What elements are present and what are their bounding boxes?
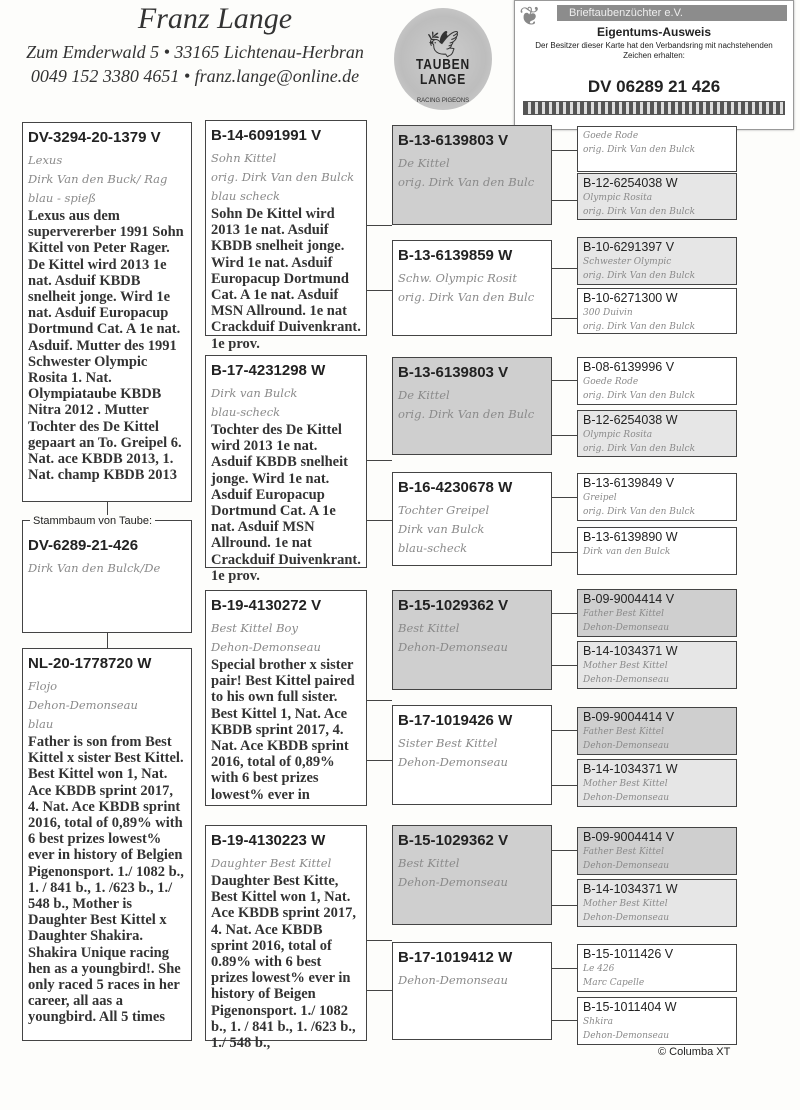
connector-line — [367, 290, 392, 291]
pigeon-info-line: blau — [28, 717, 54, 731]
pigeon-notes: Lexus aus dem supervererber 1991 Sohn Kittel von Peter Rager. De Kittel wird 2013 1e nat. Asduif KBDB snelheit jonge. Wird 1e nat. Asduif Europacup Dortmund Cat. A 1e nat. Asduif. Mutter des 1991 Schwester Olympic Rosita 1. Nat. Olympiataube KBDB Nitra 2012 . Mutter Tochter des De Kittel gepaart an To. Greipel 6. Nat. ace KBDB 2013, 1. Nat. champ KBDB 2013 — [28, 208, 184, 484]
breeder-address: Zum Emderwald 5 • 33165 Lichtenau-Herbran — [26, 42, 364, 62]
dove-logo-icon: ❦ — [519, 1, 541, 31]
ring-number: B-17-1019426 W — [398, 712, 513, 729]
pigeon-info-line: Daughter Best Kittel — [211, 856, 332, 870]
pedigree-box — [577, 759, 737, 807]
connector-line — [367, 520, 392, 521]
pigeon-info-line: Dehon-Demonseau — [583, 741, 669, 751]
pigeon-info-line: Dehon-Demonseau — [398, 640, 508, 654]
pedigree-box — [577, 997, 737, 1045]
pigeon-info-line: Dehon-Demonseau — [583, 793, 669, 803]
connector-line — [367, 940, 392, 941]
pedigree-box — [392, 357, 552, 455]
ring-number: B-14-1034371 W — [583, 644, 678, 658]
connector-line — [552, 318, 577, 319]
pigeon-info-line: orig. Dirk Van den Bulck — [211, 170, 355, 184]
pedigree-box — [577, 410, 737, 457]
pigeon-info-line: orig. Dirk Van den Bulc — [398, 175, 535, 189]
pedigree-box — [577, 589, 737, 637]
pigeon-info-line: Dehon-Demonseau — [583, 1031, 669, 1041]
pigeon-info-line: Dirk van Bulck — [398, 522, 485, 536]
connector-line — [552, 613, 577, 614]
pigeon-info-line: Mother Best Kittel — [583, 661, 668, 671]
pigeon-notes: Sohn De Kittel wird 2013 1e nat. Asduif KBDB snelheit jonge. Wird 1e nat. Asduif Europacup Dortmund Cat. A 1e nat. Asduif MSN Allround. 1e nat Crackduif Duivenkrant. 1e prov. — [211, 206, 361, 352]
ring-number: B-14-1034371 W — [583, 762, 678, 776]
ring-number: B-19-4130272 V — [211, 597, 322, 614]
subject-label: Stammbaum von Taube: — [30, 515, 155, 527]
connector-line — [552, 968, 577, 969]
ring-number: B-14-6091991 V — [211, 127, 322, 144]
ring-number: B-09-9004414 V — [583, 592, 675, 606]
connector-line — [552, 1020, 577, 1021]
pigeon-notes: Father is son from Best Kittel x sister Best Kittel. Best Kittel won 1, Nat. Ace KBDB sprint 2017, 4. Nat. Ace KBDB sprint 2016, total of 0,89% with 6 best prizes lowest% ever in history of Belgien Pigenonsport. 1./ 1082 b., 1. / 841 b., 1. /623 b., 1./ 548 b., Mother is Daughter Best Kittel x Daughter Shakira. Shakira Unique racing hen as a youngbird!. She only raced 5 races in her career, all aas a youngbird. All 5 times — [28, 734, 184, 1026]
pedigree-box — [577, 641, 737, 689]
pigeon-info-line: Shkira — [583, 1017, 613, 1027]
pedigree-box — [392, 705, 552, 805]
ring-number: B-13-6139803 V — [398, 364, 509, 381]
pigeon-notes: Daughter Best Kitte, Best Kittel won 1, Nat. Ace KBDB sprint 2017, 4. Nat. Ace KBDB sprint 2016, total of 0.89% with 6 best prizes lowest% ever in history of Beigen Pigenonsport. 1./ 1082 b., 1. / 841 b., 1. /623 b., 1./ 548 b., — [211, 873, 356, 1052]
pigeon-info-line: blau-scheck — [398, 541, 468, 555]
pedigree-box — [577, 237, 737, 285]
tauben-lange-stamp — [394, 8, 492, 110]
breeder-name: Franz Lange — [137, 2, 293, 35]
ring-number: B-15-1011426 V — [583, 947, 674, 961]
pigeon-info-line: Best Kittel — [398, 856, 460, 870]
pedigree-box — [577, 173, 737, 220]
pigeon-info-line: Tochter Greipel — [398, 503, 490, 517]
pigeon-info-line: orig. Dirk Van den Bulck — [583, 145, 696, 155]
pigeon-info-line: Olympic Rosita — [583, 193, 653, 203]
pedigree-box — [577, 473, 737, 521]
ownership-card — [514, 0, 794, 130]
pigeon-info-line: Dehon-Demonseau — [211, 640, 321, 654]
pigeon-info-line: Mother Best Kittel — [583, 899, 668, 909]
connector-line — [367, 760, 392, 761]
connector-line — [552, 150, 577, 151]
ring-number: B-12-6254038 W — [583, 176, 678, 190]
pedigree-box — [577, 527, 737, 575]
subject-pigeon-box — [22, 520, 192, 633]
pigeon-info-line: orig. Dirk Van den Bulck — [583, 391, 696, 401]
pigeon-info-line: Dehon-Demonseau — [398, 875, 508, 889]
pigeon-info-line: Mother Best Kittel — [583, 779, 668, 789]
pigeon-info-line: Goede Rode — [583, 377, 639, 387]
ring-number: NL-20-1778720 W — [28, 655, 152, 672]
card-text: Der Besitzer dieser Karte hat den Verbandsring mit nachstehenden Zeichen erhalten: — [535, 41, 773, 60]
pigeon-info-line: Flojo — [28, 679, 58, 693]
dove-icon: 🕊 — [426, 29, 460, 59]
pigeon-info-line: orig. Dirk Van den Bulc — [398, 290, 535, 304]
pigeon-notes: Tochter des De Kittel wird 2013 1e nat. Asduif KBDB snelheit jonge. Wird 1e nat. Asduif Europacup Dortmund Cat. A 1e nat. Asduif MSN Allround. 1e nat Crackduif Duivenkrant. 1e prov. — [211, 422, 361, 584]
pigeon-info-line: De Kittel — [398, 156, 450, 170]
pigeon-info-line: Best Kittel Boy — [211, 621, 298, 635]
pigeon-info-line: Lexus — [28, 153, 63, 167]
pedigree-box — [205, 590, 367, 806]
pigeon-info-line: De Kittel — [398, 388, 450, 402]
pigeon-info-line: Dirk Van den Bulck/De — [28, 561, 161, 575]
pedigree-box — [577, 879, 737, 927]
connector-line — [552, 200, 577, 201]
ring-number: B-09-9004414 V — [583, 830, 675, 844]
ring-number: DV-6289-21-426 — [28, 537, 139, 554]
stamp-ring-text: RACING PIGEONS — [416, 98, 470, 104]
connector-line — [367, 700, 392, 701]
pedigree-box — [205, 825, 367, 1052]
card-pattern — [523, 101, 785, 115]
pigeon-info-line: Goede Rode — [583, 131, 639, 141]
ring-number: B-17-1019412 W — [398, 949, 513, 966]
pigeon-info-line: Marc Capelle — [583, 978, 645, 988]
pedigree-box — [577, 827, 737, 875]
pigeon-info-line: orig. Dirk Van den Bulck — [583, 207, 696, 217]
pedigree-box — [392, 472, 552, 566]
ring-number: B-16-4230678 W — [398, 479, 513, 496]
pigeon-info-line: Dehon-Demonseau — [398, 973, 508, 987]
connector-line — [552, 850, 577, 851]
stamp-text: TAUBEN LANGE — [416, 56, 470, 88]
ring-number: B-12-6254038 W — [583, 413, 678, 427]
pigeon-info-line: orig. Dirk Van den Bulck — [583, 271, 696, 281]
pedigree-box — [22, 122, 192, 502]
pigeon-info-line: Le 426 — [583, 964, 615, 974]
pigeon-info-line: Sohn Kittel — [211, 151, 277, 165]
ring-number: B-17-4231298 W — [211, 362, 326, 379]
ring-number: B-13-6139859 W — [398, 247, 513, 264]
pigeon-info-line: Schw. Olympic Rosit — [398, 271, 517, 285]
pigeon-info-line: Best Kittel — [398, 621, 460, 635]
pigeon-info-line: Father Best Kittel — [583, 727, 664, 737]
pigeon-info-line: blau-scheck — [211, 405, 281, 419]
pedigree-box — [577, 126, 737, 172]
pigeon-info-line: Dirk Van den Buck/ Rag — [28, 172, 168, 186]
pedigree-box — [392, 942, 552, 1040]
ring-number: B-13-6139890 W — [583, 530, 678, 544]
ring-number: B-15-1029362 V — [398, 597, 509, 614]
pigeon-info-line: Dirk van Bulck — [211, 386, 298, 400]
pedigree-box — [392, 590, 552, 690]
connector-line — [552, 497, 577, 498]
breeder-contact: 0049 152 3380 4651 • franz.lange@online.de — [30, 66, 360, 86]
connector-line — [107, 633, 108, 648]
pigeon-info-line: Father Best Kittel — [583, 609, 664, 619]
pigeon-info-line: orig. Dirk Van den Bulck — [583, 322, 696, 332]
ring-number: B-15-1011404 W — [583, 1000, 677, 1014]
connector-line — [552, 552, 577, 553]
connector-line — [552, 730, 577, 731]
pedigree-box — [577, 944, 737, 992]
pedigree-box — [392, 825, 552, 925]
pigeon-info-line: blau - spieß — [28, 191, 96, 205]
ring-number: B-13-6139849 V — [583, 476, 675, 490]
ring-number: DV-3294-20-1379 V — [28, 129, 161, 146]
card-club: Brieftaubenzüchter e.V. — [557, 5, 787, 21]
pigeon-info-line: Olympic Rosita — [583, 430, 653, 440]
pedigree-box — [577, 288, 737, 334]
ring-number: B-09-9004414 V — [583, 710, 675, 724]
connector-line — [367, 460, 392, 461]
pedigree-box — [577, 357, 737, 405]
pigeon-info-line: Dehon-Demonseau — [583, 861, 669, 871]
card-ring-number: DV 06289 21 426 — [587, 77, 721, 96]
connector-line — [552, 905, 577, 906]
connector-line — [552, 435, 577, 436]
ring-number: B-15-1029362 V — [398, 832, 509, 849]
pigeon-info-line: Dehon-Demonseau — [583, 623, 669, 633]
pigeon-info-line: Father Best Kittel — [583, 847, 664, 857]
ring-number: B-19-4130223 W — [211, 832, 326, 849]
pigeon-info-line: Greipel — [583, 493, 617, 503]
footer-copyright: © Columba XT — [658, 1046, 731, 1058]
connector-line — [367, 990, 392, 991]
pigeon-info-line: Dehon-Demonseau — [583, 675, 669, 685]
connector-line — [552, 665, 577, 666]
pigeon-notes: Special brother x sister pair! Best Kittel paired to his own full sister. Best Kittel 1, Nat. Ace KBDB sprint 2017, 4. Nat. Ace KBDB sprint 2016, total of 0,89% with 6 best prizes lowest% ever in — [211, 657, 355, 803]
card-title: Eigentums-Ausweis — [596, 25, 712, 39]
pedigree-box — [205, 355, 367, 584]
pigeon-info-line: blau scheck — [211, 189, 280, 203]
pigeon-info-line: Schwester Olympic — [583, 257, 672, 267]
pedigree-box — [205, 120, 367, 352]
ring-number: B-08-6139996 V — [583, 360, 675, 374]
connector-line — [552, 380, 577, 381]
connector-line — [552, 785, 577, 786]
pigeon-info-line: Dirk van den Bulck — [583, 547, 671, 557]
ring-number: B-10-6291397 V — [583, 240, 675, 254]
ring-number: B-13-6139803 V — [398, 132, 509, 149]
pedigree-box — [392, 125, 552, 225]
connector-line — [552, 268, 577, 269]
ring-number: B-10-6271300 W — [583, 291, 678, 305]
connector-line — [367, 225, 392, 226]
pigeon-info-line: orig. Dirk Van den Bulck — [583, 444, 696, 454]
pigeon-info-line: orig. Dirk Van den Bulck — [583, 507, 696, 517]
pedigree-box — [577, 707, 737, 755]
pigeon-info-line: Dehon-Demonseau — [28, 698, 138, 712]
pedigree-box — [22, 648, 192, 1041]
pigeon-info-line: orig. Dirk Van den Bulc — [398, 407, 535, 421]
pigeon-info-line: Dehon-Demonseau — [583, 913, 669, 923]
pigeon-info-line: 300 Duivin — [583, 308, 633, 318]
pedigree-box — [392, 240, 552, 336]
ring-number: B-14-1034371 W — [583, 882, 678, 896]
pigeon-info-line: Sister Best Kittel — [398, 736, 498, 750]
pigeon-info-line: Dehon-Demonseau — [398, 755, 508, 769]
